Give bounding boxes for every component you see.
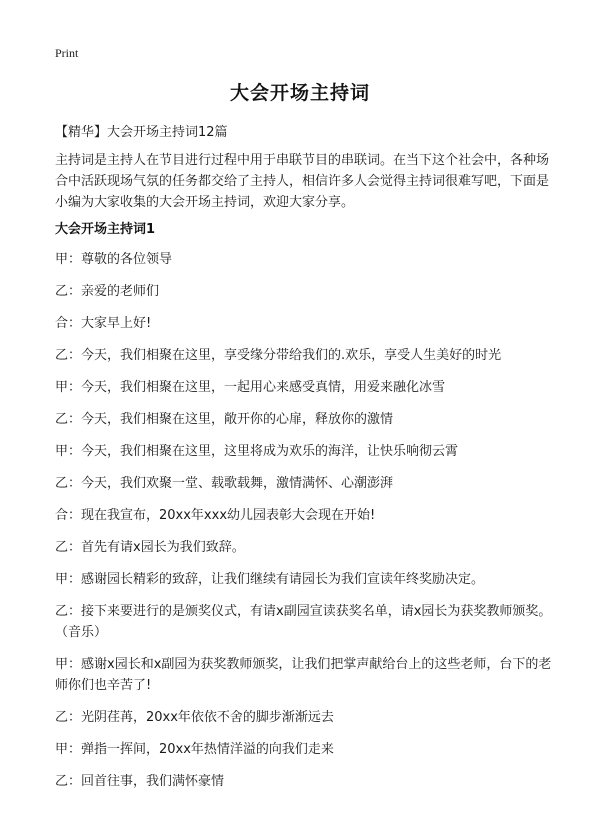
script-line: 甲：弹指一挥间，20xx年热情洋溢的向我们走来 xyxy=(55,742,334,757)
script-line: 乙：亲爱的老师们 xyxy=(55,284,160,299)
script-line: 乙：接下来要进行的是颁奖仪式，有请x副园宣读获奖名单，请x园长为获奖教师颁奖。（音乐） xyxy=(55,604,552,640)
script-line: 甲：今天，我们相聚在这里，一起用心来感受真情，用爱来融化冰雪 xyxy=(55,380,446,395)
script-line: 合：大家早上好! xyxy=(55,316,152,331)
print-label: Print xyxy=(55,46,79,60)
script-line: 甲：今天，我们相聚在这里，这里将成为欢乐的海洋，让快乐响彻云霄 xyxy=(55,444,459,459)
script-line: 乙：今天，我们欢聚一堂、载歌载舞，激情满怀、心潮澎湃 xyxy=(55,476,394,491)
script-line: 乙：回首往事，我们满怀豪情 xyxy=(55,774,225,789)
script-line: 乙：今天，我们相聚在这里，敞开你的心扉，释放你的激情 xyxy=(55,412,394,427)
section-heading: 大会开场主持词1 xyxy=(55,222,156,237)
script-line: 甲：感谢园长精彩的致辞，让我们继续有请园长为我们宣读年终奖励决定。 xyxy=(55,572,485,587)
script-line: 合：现在我宣布，20xx年xxx幼儿园表彰大会现在开始! xyxy=(55,508,376,523)
script-lines xyxy=(55,249,555,803)
script-line: 乙：光阴荏苒，20xx年依依不舍的脚步渐渐远去 xyxy=(55,710,334,725)
document-subtitle: 【精华】大会开场主持词12篇 xyxy=(55,125,228,140)
script-line: 甲：感谢x园长和x副园为获奖教师颁奖，让我们把掌声献给台上的这些老师，台下的老师你们也辛苦了! xyxy=(55,657,552,693)
page-title: 大会开场主持词 xyxy=(229,82,370,104)
script-line: 甲：尊敬的各位领导 xyxy=(55,252,173,267)
intro-paragraph: 主持词是主持人在节目进行过程中用于串联节目的串联词。在当下这个社会中，各种场合中活跃现场气氛的任务都交给了主持人，相信许多人会觉得主持词很难写吧，下面是小编为大家收集的大会开场主持词，欢迎大家分享。 xyxy=(55,153,550,210)
script-line: 乙：今天，我们相聚在这里，享受缘分带给我们的.欢乐，享受人生美好的时光 xyxy=(55,348,502,363)
script-line: 乙：首先有请x园长为我们致辞。 xyxy=(55,540,245,555)
